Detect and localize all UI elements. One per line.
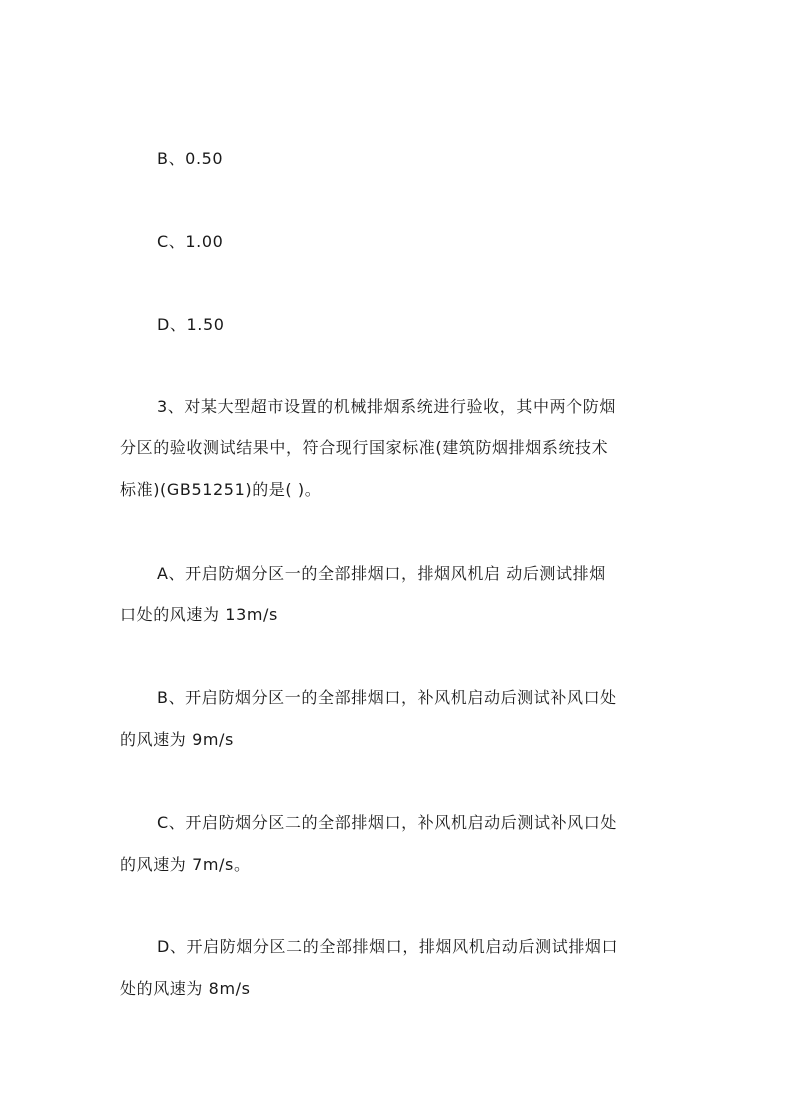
option-d-line-2: 处的风速为 8m/s <box>120 979 251 998</box>
option-a-line-2: 口处的风速为 13m/s <box>120 605 278 624</box>
question-line-1: 3、对某大型超市设置的机械排烟系统进行验收，其中两个防烟 <box>157 397 616 416</box>
question-line-3: 标准)(GB51251)的是( )。 <box>120 480 322 499</box>
option-b-line-1: B、开启防烟分区一的全部排烟口，补风机启动后测试补风口处 <box>157 688 617 707</box>
prev-option-c: C、1.00 <box>157 232 224 251</box>
option-d-line-1: D、开启防烟分区二的全部排烟口，排烟风机启动后测试排烟口 <box>157 937 619 956</box>
prev-option-d: D、1.50 <box>157 315 225 334</box>
prev-option-b: B、0.50 <box>157 149 224 168</box>
option-c-line-2: 的风速为 7m/s。 <box>120 855 251 874</box>
option-a-line-1: A、开启防烟分区一的全部排烟口，排烟风机启 动后测试排烟 <box>157 564 606 583</box>
option-c-line-1: C、开启防烟分区二的全部排烟口，补风机启动后测试补风口处 <box>157 813 617 832</box>
question-line-2: 分区的验收测试结果中，符合现行国家标准(建筑防烟排烟系统技术 <box>120 438 609 457</box>
option-b-line-2: 的风速为 9m/s <box>120 730 234 749</box>
